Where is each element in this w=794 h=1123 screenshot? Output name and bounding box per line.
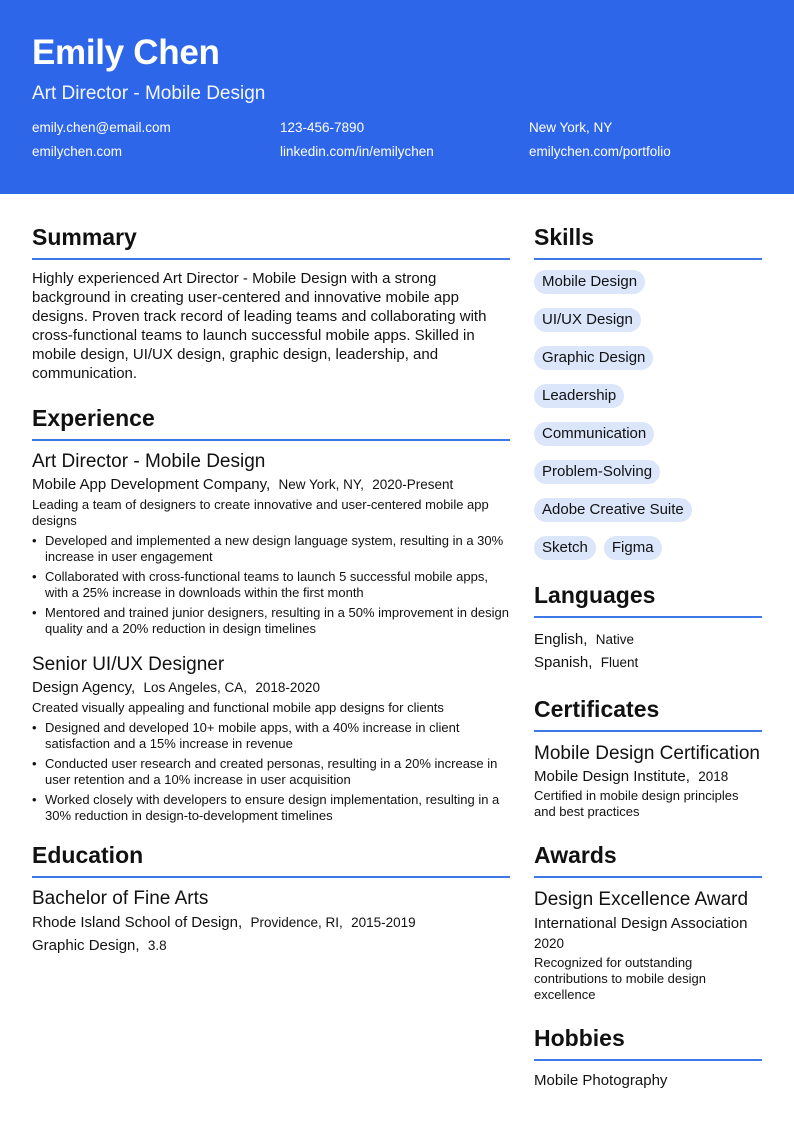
award-title: Design Excellence Award [534,889,749,910]
skill-chip: Adobe Creative Suite [534,498,692,522]
school-location: Providence, RI, [250,915,343,930]
languages-heading: Languages [534,580,762,618]
skill-chip: Graphic Design [534,346,653,370]
job-entry [32,653,510,824]
award-issuer: International Design Association [534,915,748,932]
contact-portfolio[interactable]: emilychen.com/portfolio [529,144,671,159]
job-entry [32,450,510,637]
job-dates: 2020-Present [372,477,454,492]
candidate-title: Art Director - Mobile Design [32,83,266,104]
job-title: Art Director - Mobile Design [32,451,266,472]
certificates-heading: Certificates [534,694,762,732]
job-achievements [32,720,510,824]
hobbies-heading: Hobbies [534,1023,762,1061]
contact-website[interactable]: emilychen.com [32,144,123,159]
summary-heading: Summary [32,222,510,260]
skill-chip: Communication [534,422,654,446]
job-title: Senior UI/UX Designer [32,654,225,675]
certificates-section [534,694,762,820]
job-meta [32,474,510,496]
job-company: Design Agency, [32,679,136,696]
contact-location: New York, NY [529,120,613,135]
job-location: Los Angeles, CA, [143,680,248,695]
achievement-item: • Worked closely with developers to ensure design implementation, resulting in a 30% reduction in design-to-development timelines [32,792,510,824]
hobby-item: Mobile Photography [534,1072,668,1089]
skills-section [534,222,762,560]
job-description: Leading a team of designers to create innovative and user-centered mobile app designs [32,497,489,528]
skills-heading: Skills [534,222,762,260]
job-description: Created visually appealing and functional mobile app designs for clients [32,700,444,715]
field-row [32,934,510,957]
certificate-meta [534,766,762,788]
degree-title: Bachelor of Fine Arts [32,888,209,909]
experience-heading: Experience [32,403,510,441]
job-company: Mobile App Development Company, [32,476,271,493]
certificate-year: 2018 [698,769,729,784]
school-row [32,911,510,934]
languages-section [534,580,762,674]
language-name: English, [534,631,588,648]
left-column [32,222,510,1111]
candidate-name: Emily Chen [32,33,220,72]
education-heading: Education [32,840,510,878]
hobbies-section [534,1023,762,1091]
skill-chip: UI/UX Design [534,308,641,332]
certificate-issuer: Mobile Design Institute, [534,768,690,785]
skill-chip: Leadership [534,384,624,408]
award-year [534,933,762,955]
achievement-item: • Conducted user research and created personas, resulting in a 20% increase in user retention and a 10% increase in user acquisition [32,756,510,788]
job-achievements [32,533,510,637]
language-name: Spanish, [534,654,593,671]
language-level: Native [595,632,634,647]
contact-email[interactable]: emily.chen@email.com [32,120,171,135]
skill-chip: Figma [604,536,662,560]
achievement-item: • Collaborated with cross-functional teams to launch 5 successful mobile apps, with a 25% increase in downloads within the first month [32,569,510,601]
language-level: Fluent [600,655,639,670]
contact-phone[interactable]: 123-456-7890 [280,120,365,135]
skill-chip: Problem-Solving [534,460,660,484]
skill-chip: Mobile Design [534,270,645,294]
resume-body [0,194,794,1111]
summary-section [32,222,510,383]
experience-section [32,403,510,824]
right-column [534,222,762,1111]
job-dates: 2018-2020 [255,680,320,695]
gpa: 3.8 [147,938,167,953]
school-name: Rhode Island School of Design, [32,914,243,931]
summary-text: Highly experienced Art Director - Mobile Design with a strong background in creating user-centered and innovative mobile app designs. Proven track record of leading teams and collaborating with cross-functional teams to launch successful mobile apps. Skilled in mobile design, UI/UX design, graphic design, leadership, and communication. [32,270,487,382]
certificate-description: Certified in mobile design principles and best practices [534,788,739,819]
achievement-item: • Designed and developed 10+ mobile apps, with a 40% increase in client satisfaction and a 15% increase in revenue [32,720,510,752]
skill-chip: Sketch [534,536,596,560]
certificate-title: Mobile Design Certification [534,743,760,764]
field-of-study: Graphic Design, [32,937,140,954]
job-location: New York, NY, [278,477,364,492]
awards-section [534,840,762,1003]
contact-info [32,119,762,161]
language-item [534,651,762,674]
education-dates: 2015-2019 [351,915,416,930]
job-meta [32,677,510,699]
awards-heading: Awards [534,840,762,878]
award-year-value: 2020 [534,936,565,951]
award-description: Recognized for outstanding contributions to mobile design excellence [534,955,706,1002]
contact-linkedin[interactable]: linkedin.com/in/emilychen [280,144,434,159]
skills-list [534,270,762,560]
language-item [534,628,762,651]
resume-header [0,0,794,194]
achievement-item: • Developed and implemented a new design language system, resulting in a 30% increase in user engagement [32,533,510,565]
achievement-item: • Mentored and trained junior designers, resulting in a 50% improvement in design quality and a 20% reduction in design timelines [32,605,510,637]
education-section [32,840,510,957]
